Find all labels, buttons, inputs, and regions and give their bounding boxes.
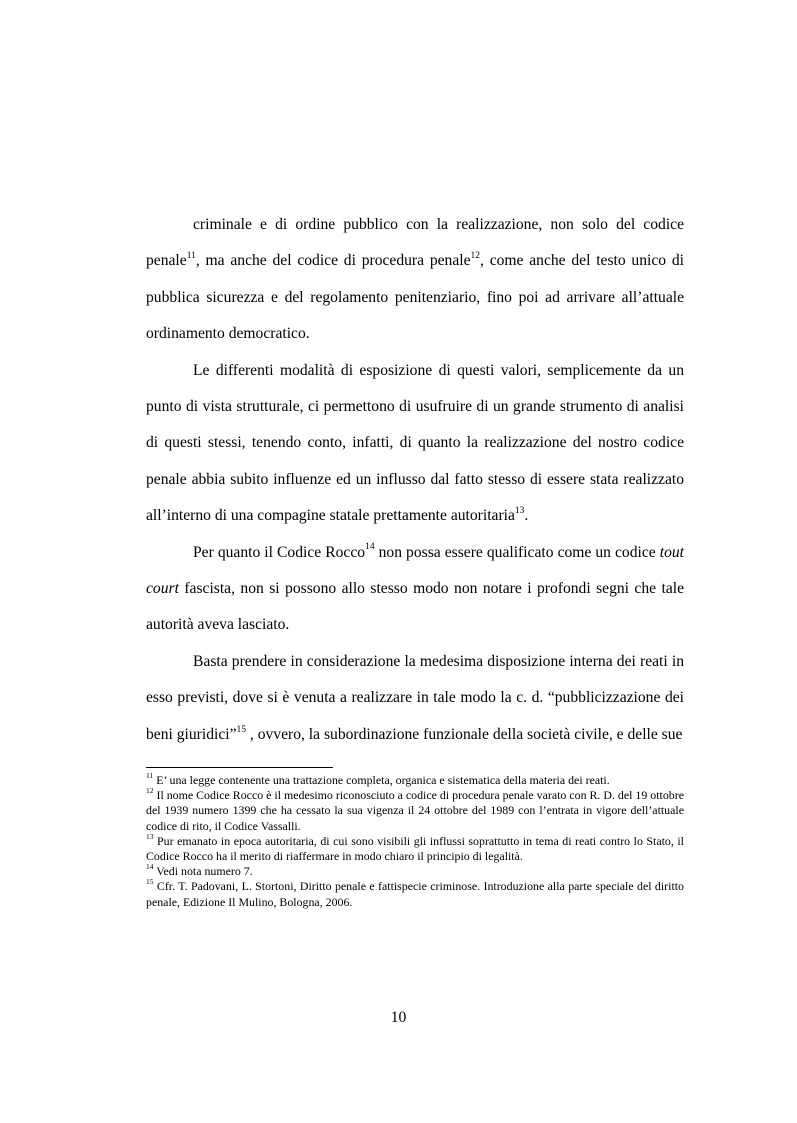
footnote-number: 14 — [146, 862, 154, 872]
footnote-text: Il nome Codice Rocco è il medesimo riconosciuto a codice di procedura penale varato con R. D. del 19 ottobre del 1939 numero 1399 che ha cessato la sua vigenza il 24 ottobre del 1989 con l’entrata in vigore dell’attuale codice di rito, il Codice Vassalli. — [146, 788, 684, 833]
paragraph-1-text-b: , ma anche del codice di procedura penale — [195, 252, 471, 270]
footnote-ref-15[interactable]: 15 — [236, 724, 247, 735]
footnote-ref-14[interactable]: 14 — [365, 542, 375, 553]
footnote-11 — [146, 773, 684, 788]
paragraph-3-text-c: fascista, non si possono allo stesso modo non notare i profondi segni che tale autorità aveva lasciato. — [146, 580, 684, 634]
footnote-text: Cfr. T. Padovani, L. Stortoni, Diritto penale e fattispecie criminose. Introduzione alla parte speciale del diritto penale, Edizione Il Mulino, Bologna, 2006. — [146, 879, 684, 909]
paragraph-2-text-b: . — [524, 507, 529, 525]
paragraph-1-text-a: criminale e di ordine pubblico con la realizzazione, non solo del codice penale — [146, 216, 684, 270]
paragraph-3-text-b: non possa essere qualificato come un codice — [374, 543, 660, 561]
paragraph-2-text-a: Le differenti modalità di esposizione di questi valori, semplicemente da un punto di vista strutturale, ci permettono di usufruire di un grande strumento di analisi di questi stessi, tenendo conto, infatti, di quanto la realizzazione del nostro codice penale abbia subito influenze ed un influsso dal fatto stesso di essere stata realizzato all’interno di una compagine statale prettamente autoritaria — [146, 361, 684, 525]
paragraph-1-text-c: , come anche del testo unico di pubblica sicurezza e del regolamento penitenziario, fino poi ad arrivare all’attuale ordinamento democratico. — [146, 252, 684, 343]
paragraph-3-italic: tout court — [146, 543, 684, 598]
footnote-number: 11 — [146, 771, 154, 781]
paragraph-1 — [146, 207, 684, 353]
paragraph-3 — [146, 535, 684, 644]
paragraph-4 — [146, 644, 684, 753]
footnote-ref-11[interactable]: 11 — [186, 251, 196, 262]
paragraph-3-text-a: Per quanto il Codice Rocco — [193, 543, 366, 561]
footnote-number: 15 — [146, 877, 154, 887]
footnote-text: E’ una legge contenente una trattazione completa, organica e sistematica della materia dei reati. — [153, 773, 610, 787]
footnotes — [146, 773, 684, 910]
paragraph-2 — [146, 353, 684, 535]
paragraph-4-text-b: , ovvero, la subordinazione funzionale della società civile, e delle sue — [246, 725, 683, 743]
footnote-ref-12[interactable]: 12 — [470, 251, 481, 262]
footnote-14 — [146, 864, 684, 879]
paragraph-4-text-a: Basta prendere in considerazione la medesima disposizione interna dei reati in esso previsti, dove si è venuta a realizzare in tale modo la c. d. “pubblicizzazione dei beni giuridici” — [146, 652, 684, 743]
footnote-separator — [146, 767, 333, 768]
footnote-number: 12 — [146, 786, 154, 796]
footnote-text: Vedi nota numero 7. — [153, 864, 253, 879]
footnote-15 — [146, 879, 684, 909]
page-number: 10 — [390, 1009, 407, 1026]
footnote-12 — [146, 788, 684, 834]
footnote-ref-13[interactable]: 13 — [514, 506, 525, 517]
footnote-number: 13 — [146, 831, 154, 841]
footnote-13 — [146, 831, 684, 864]
footnote-text: Pur emanato in epoca autoritaria, di cui sono visibili gli influssi soprattutto in tema di reati contro lo Stato, il Codice Rocco ha il merito di riaffermare in modo chiaro il principio di legalità. — [146, 833, 684, 864]
body-text — [146, 207, 684, 753]
